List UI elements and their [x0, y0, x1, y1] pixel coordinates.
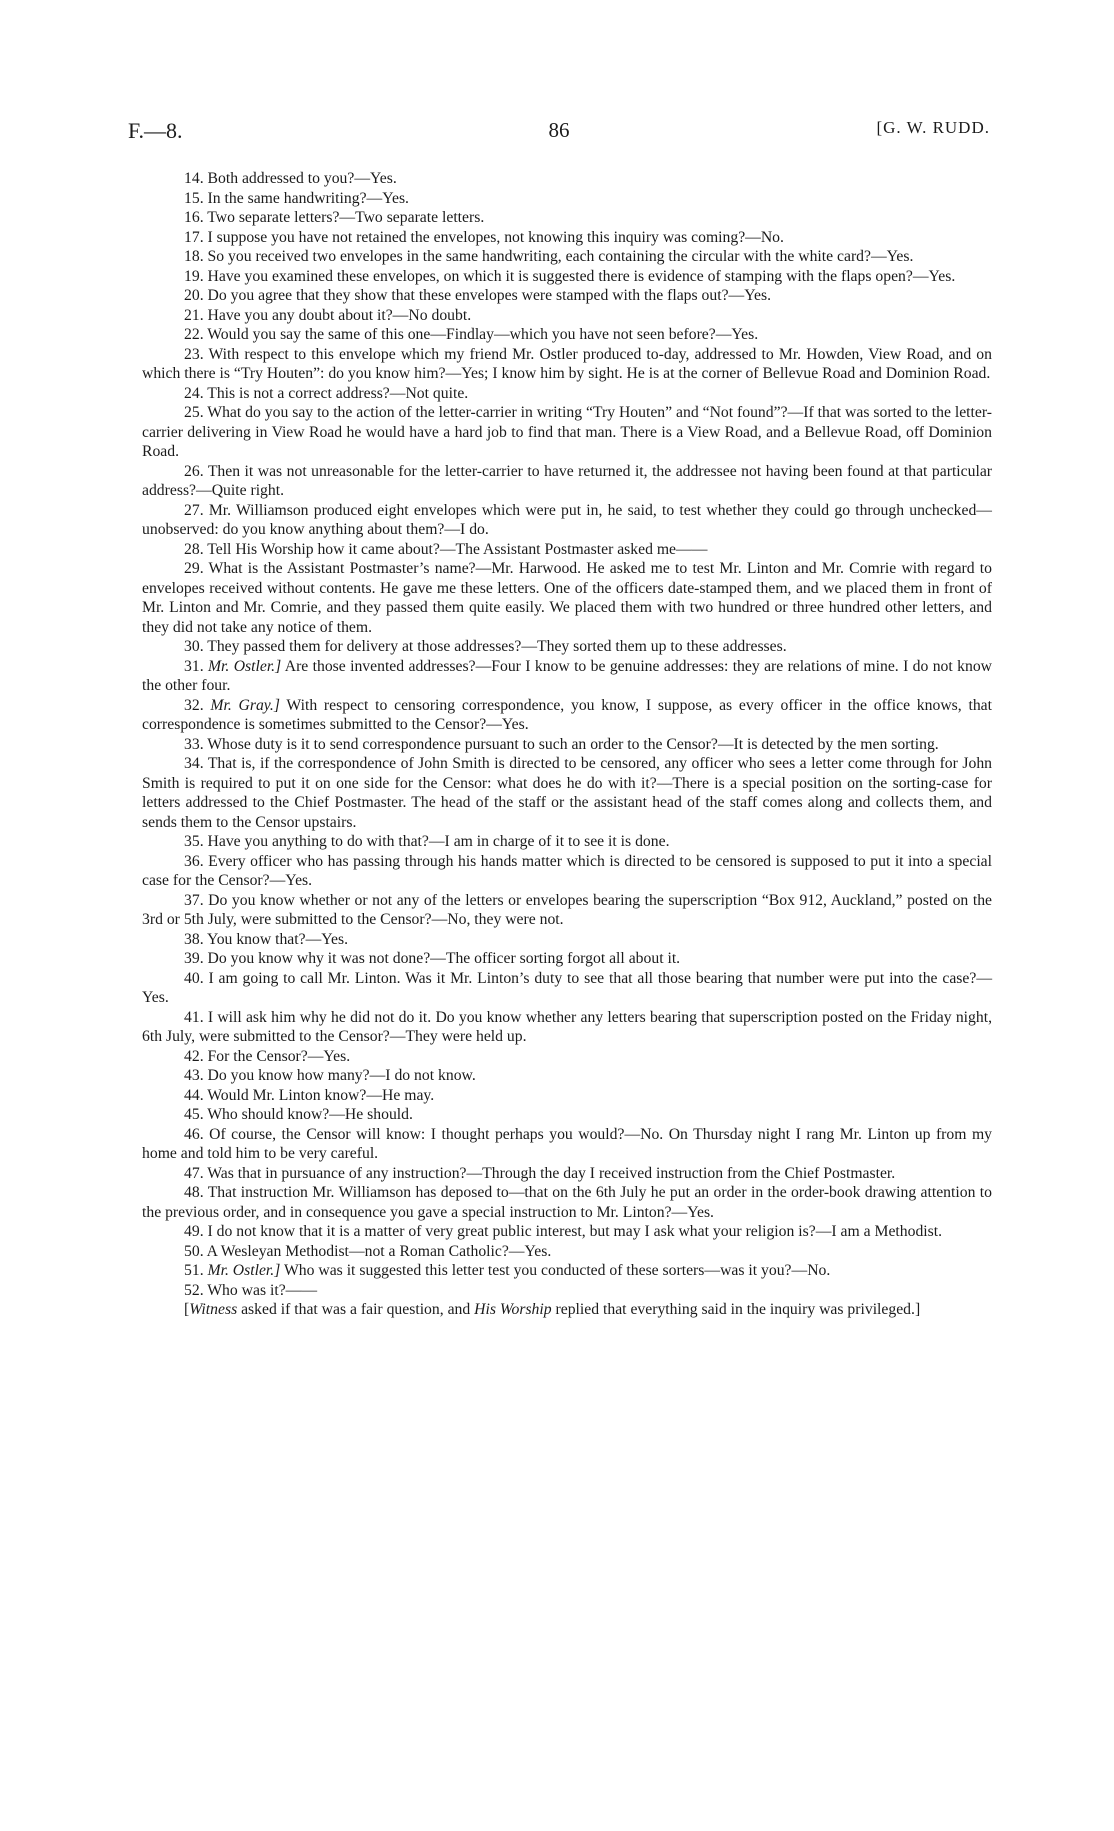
question-number: 15. — [184, 189, 204, 207]
testimony-paragraph — [142, 267, 992, 287]
testimony-paragraph — [142, 228, 992, 248]
testimony-paragraph — [142, 247, 992, 267]
testimony-paragraph — [142, 501, 992, 540]
question-answer-text: A Wesleyan Methodist—not a Roman Catholic?—Yes. — [206, 1242, 552, 1260]
question-answer-text: This is not a correct address?—Not quite. — [207, 384, 469, 402]
question-number: 41. — [184, 1008, 204, 1026]
question-answer-text: What do you say to the action of the letter-carrier in writing “Try Houten” and “Not found”?—If that was sorted to the letter-carrier delivering in View Road he would have a hard job to find that man. There is a View Road, and a Bellevue Road, off Dominion Road. — [142, 404, 992, 460]
question-number: 23. — [184, 345, 204, 363]
testimony-paragraph — [142, 1066, 992, 1086]
question-number: 29. — [184, 560, 204, 577]
testimony-paragraph — [142, 286, 992, 306]
testimony-paragraph — [142, 969, 992, 1008]
question-answer-text: Both addressed to you?—Yes. — [207, 170, 397, 187]
testimony-paragraph — [142, 403, 992, 462]
testimony-paragraph — [142, 540, 992, 560]
question-number: 24. — [184, 384, 204, 402]
testimony-paragraph — [142, 832, 992, 852]
testimony-paragraph — [142, 1008, 992, 1047]
question-number: 21. — [184, 306, 204, 324]
question-number: 26. — [184, 462, 204, 480]
testimony-paragraph — [142, 306, 992, 326]
question-answer-text: That is, if the correspondence of John Smith is directed to be censored, any officer who sees a letter come through for John Smith is required to put it on one side for the Censor: what does he do with it?—There is a special position on the sorting-case for letters addressed to the Chief Postmaster. The head of the staff or the assistant head of the staff comes along and collects them, and sends them to the Censor upstairs. — [142, 755, 993, 831]
question-number: 18. — [184, 248, 204, 265]
testimony-paragraph — [142, 1086, 992, 1106]
question-answer-text: With respect to censoring correspondence, you know, I suppose, as every officer in the office knows, that correspondence is sometimes submitted to the Censor?—Yes. — [142, 696, 992, 733]
page-header — [128, 118, 990, 150]
question-number: 52. — [184, 1281, 204, 1299]
speaker-label: Mr. Ostler.] — [207, 1262, 281, 1279]
testimony-paragraph — [142, 325, 992, 345]
testimony-paragraph — [142, 1047, 992, 1067]
question-number: 50. — [184, 1242, 204, 1260]
question-answer-text: Do you know why it was not done?—The officer sorting forgot all about it. — [207, 950, 681, 967]
testimony-paragraph — [142, 1183, 992, 1222]
question-number: 46. — [184, 1125, 204, 1143]
question-answer-text: Of course, the Censor will know: I thought perhaps you would?—No. On Thursday night I rang Mr. Linton up from my home and told him to be very careful. — [142, 1125, 993, 1162]
question-number: 20. — [184, 287, 204, 304]
testimony-paragraph — [142, 1164, 992, 1184]
question-number: 42. — [184, 1047, 204, 1065]
question-number: 40. — [184, 969, 204, 987]
question-number: 44. — [184, 1086, 204, 1104]
testimony-body — [142, 169, 992, 1320]
witness-name: [G. W. RUDD. — [876, 118, 990, 137]
question-answer-text: Would you say the same of this one—Findlay—which you have not seen before?—Yes. — [207, 326, 759, 343]
closing-note: [Witness asked if that was a fair question, and His Worship replied that everything said in the inquiry was privileged.] — [184, 1301, 921, 1318]
question-number: 38. — [184, 930, 204, 948]
testimony-paragraph — [142, 1261, 992, 1281]
question-answer-text: In the same handwriting?—Yes. — [207, 189, 409, 207]
question-answer-text: Then it was not unreasonable for the letter-carrier to have returned it, the addressee not having been found at that particular address?—Quite right. — [142, 462, 993, 499]
speaker-label: Mr. Gray.] — [210, 696, 280, 714]
question-answer-text: Who was it?—— — [207, 1281, 318, 1299]
question-number: 17. — [184, 228, 204, 246]
testimony-paragraph — [142, 189, 992, 209]
question-answer-text: Would Mr. Linton know?—He may. — [207, 1086, 435, 1104]
testimony-paragraph — [142, 384, 992, 404]
question-answer-text: Two separate letters?—Two separate letters. — [207, 209, 485, 226]
question-number: 25. — [184, 404, 204, 421]
testimony-paragraph — [142, 208, 992, 228]
question-answer-text: So you received two envelopes in the same handwriting, each containing the circular with the white card?—Yes. — [207, 248, 914, 265]
question-answer-text: Was that in pursuance of any instruction?—Through the day I received instruction from the Chief Postmaster. — [207, 1164, 896, 1182]
question-answer-text: Every officer who has passing through his hands matter which is directed to be censored is supposed to put it into a special case for the Censor?—Yes. — [142, 852, 992, 889]
question-answer-text: Have you anything to do with that?—I am in charge of it to see it is done. — [207, 833, 670, 850]
question-answer-text: Mr. Williamson produced eight envelopes which were put in, he said, to test whether they could go through unchecked—unobserved: do you know anything about them?—I do. — [142, 501, 992, 538]
question-answer-text: What is the Assistant Postmaster’s name?—Mr. Harwood. He asked me to test Mr. Linton and Mr. Comrie with regard to envelopes received without contents. He gave me these letters. One of the officers date-stamped them, and we placed them in front of Mr. Linton and Mr. Comrie, and they passed them quite easily. We placed them with two hundred or three hundred other letters, and they did not take any notice of them. — [142, 560, 992, 636]
question-number: 14. — [184, 170, 204, 187]
testimony-paragraph — [142, 852, 992, 891]
question-number: 34. — [184, 755, 204, 772]
question-answer-text: I suppose you have not retained the envelopes, not knowing this inquiry was coming?—No. — [207, 228, 784, 246]
question-answer-text: Who was it suggested this letter test you conducted of these sorters—was it you?—No. — [283, 1262, 831, 1279]
testimony-paragraph — [142, 930, 992, 950]
question-number: 39. — [184, 950, 204, 967]
testimony-paragraph — [142, 754, 992, 832]
speaker-label: Mr. Ostler.] — [207, 657, 282, 675]
parliamentary-paper-ref: F.—8. — [128, 118, 183, 143]
question-answer-text: Who should know?—He should. — [207, 1106, 413, 1123]
question-answer-text: I do not know that it is a matter of very great public interest, but may I ask what your religion is?—I am a Methodist. — [207, 1223, 943, 1240]
testimony-paragraph — [142, 1105, 992, 1125]
question-answer-text: Tell His Worship how it came about?—The Assistant Postmaster asked me—— — [207, 540, 708, 558]
testimony-paragraph — [142, 462, 992, 501]
question-number: 33. — [184, 735, 204, 753]
testimony-paragraph — [142, 169, 992, 189]
question-number: 16. — [184, 209, 204, 226]
question-number: 45. — [184, 1106, 204, 1123]
question-answer-text: Do you agree that they show that these envelopes were stamped with the flaps out?—Yes. — [207, 287, 771, 304]
question-answer-text: Do you know whether or not any of the letters or envelopes bearing the superscription “Box 912, Auckland,” posted on the 3rd or 5th July, were submitted to the Censor?—No, they were not. — [142, 891, 992, 928]
question-answer-text: I am going to call Mr. Linton. Was it Mr. Linton’s duty to see that all those bearing that number were put into the case?—Yes. — [142, 969, 993, 1006]
question-answer-text: That instruction Mr. Williamson has deposed to—that on the 6th July he put an order in the order-book drawing attention to the previous order, and in consequence you gave a special instruction to Mr. Linton?—Yes. — [142, 1184, 992, 1221]
question-answer-text: I will ask him why he did not do it. Do you know whether any letters bearing that superscription posted on the Friday night, 6th July, were submitted to the Censor?—They were held up. — [142, 1008, 993, 1045]
question-answer-text: Are those invented addresses?—Four I know to be genuine addresses: they are relations of mine. I do not know the other four. — [142, 657, 992, 694]
testimony-paragraph — [142, 1281, 992, 1301]
question-number: 28. — [184, 540, 204, 558]
testimony-paragraph — [142, 657, 992, 696]
question-number: 31. — [184, 657, 204, 675]
testimony-paragraph — [142, 559, 992, 637]
question-answer-text: Do you know how many?—I do not know. — [207, 1067, 476, 1084]
question-answer-text: Whose duty is it to send correspondence pursuant to such an order to the Censor?—It is detected by the men sorting. — [207, 735, 939, 753]
question-number: 36. — [184, 852, 204, 870]
question-number: 19. — [184, 267, 204, 285]
question-number: 49. — [184, 1223, 204, 1240]
question-answer-text: With respect to this envelope which my friend Mr. Ostler produced to-day, addressed to Mr. Howden, View Road, and on which there is “Try Houten”: do you know him?—Yes; I know him by sight. He is at the corner of Bellevue Road and Dominion Road. — [142, 345, 992, 382]
question-answer-text: For the Censor?—Yes. — [207, 1047, 351, 1065]
testimony-paragraph — [142, 949, 992, 969]
question-number: 35. — [184, 833, 204, 850]
question-answer-text: Have you examined these envelopes, on which it is suggested there is evidence of stamping with the flaps open?—Yes. — [207, 267, 956, 285]
question-number: 32. — [184, 696, 204, 714]
testimony-paragraph — [142, 345, 992, 384]
question-number: 47. — [184, 1164, 204, 1182]
question-answer-text: They passed them for delivery at those addresses?—They sorted them up to these addresses. — [207, 638, 787, 655]
testimony-paragraph — [142, 696, 992, 735]
question-number: 27. — [184, 501, 204, 519]
testimony-paragraph — [142, 637, 992, 657]
question-number: 48. — [184, 1184, 204, 1201]
question-number: 37. — [184, 891, 204, 909]
testimony-paragraph — [142, 1222, 992, 1242]
question-number: 22. — [184, 326, 204, 343]
page-number: 86 — [548, 118, 570, 142]
question-number: 30. — [184, 638, 204, 655]
question-number: 51. — [184, 1262, 204, 1279]
question-answer-text: Have you any doubt about it?—No doubt. — [207, 306, 472, 324]
testimony-paragraph — [142, 1125, 992, 1164]
question-answer-text: You know that?—Yes. — [206, 930, 349, 948]
testimony-paragraph — [142, 735, 992, 755]
testimony-paragraph — [142, 1242, 992, 1262]
question-number: 43. — [184, 1067, 204, 1084]
testimony-paragraph — [142, 891, 992, 930]
